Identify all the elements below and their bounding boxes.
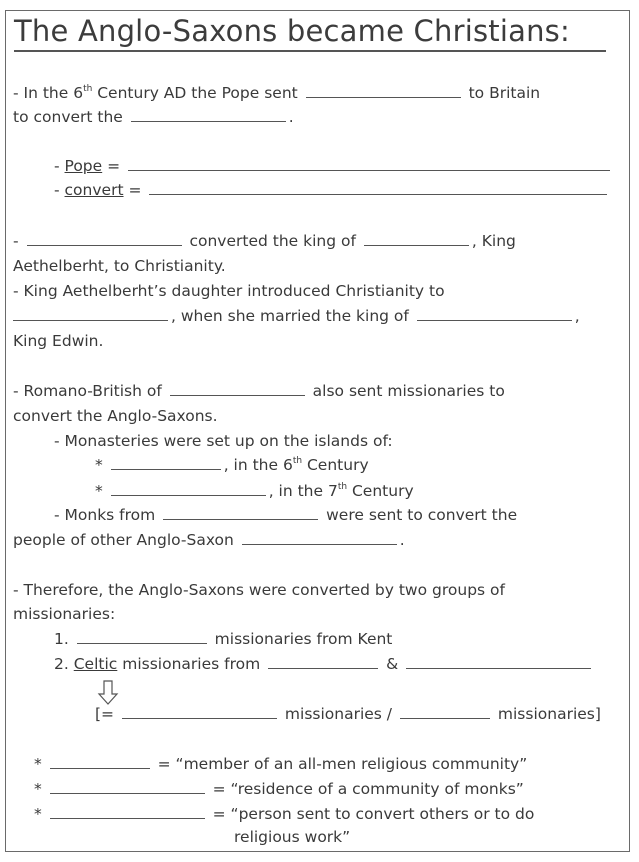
s4-line2: missionaries:: [13, 605, 116, 623]
definition-missionary-cont: religious work”: [234, 828, 351, 846]
text: Century: [302, 456, 369, 474]
text: .: [399, 531, 405, 549]
text: were sent to convert the: [326, 506, 518, 524]
text: = “residence of a community of monks”: [212, 780, 524, 798]
text: - Monks from: [54, 506, 156, 524]
blank-field[interactable]: [163, 505, 318, 520]
text: , in the 7: [268, 482, 338, 500]
text: to convert the: [13, 108, 123, 126]
blank-field[interactable]: [111, 455, 221, 470]
text: to Britain: [468, 84, 541, 102]
blank-field[interactable]: [417, 306, 572, 321]
s1-line1: [13, 83, 540, 103]
text: Century AD the Pope sent: [92, 84, 298, 102]
definition-monk: [34, 754, 527, 774]
text: .: [288, 108, 294, 126]
s3-line7: [13, 530, 405, 550]
s3-line2: convert the Anglo-Saxons.: [13, 407, 218, 425]
bullet: *: [95, 482, 103, 500]
text: , King: [471, 232, 516, 250]
s3-line5: [95, 481, 414, 501]
text: = “person sent to convert others or to do: [212, 805, 535, 823]
number: 2.: [54, 655, 69, 673]
text: -: [54, 157, 65, 175]
text: Century: [347, 482, 414, 500]
number: 1.: [54, 630, 69, 648]
blank-field[interactable]: [77, 629, 207, 644]
blank-field[interactable]: [27, 231, 182, 246]
s3-line6: [54, 505, 517, 525]
text: converted the king of: [189, 232, 356, 250]
text: -: [13, 232, 19, 250]
s2-line3: - King Aethelberht’s daughter introduced Christianity to: [13, 282, 445, 300]
text: [=: [95, 705, 115, 723]
text: people of other Anglo-Saxon: [13, 531, 234, 549]
blank-field[interactable]: [364, 231, 469, 246]
text: ,: [574, 307, 580, 325]
text: - In the 6: [13, 84, 84, 102]
bullet: *: [34, 805, 42, 823]
blank-field[interactable]: [242, 530, 397, 545]
definition-monastery: [34, 779, 524, 799]
s2-line2: Aethelberht, to Christianity.: [13, 257, 226, 275]
definition-missionary: [34, 804, 534, 824]
s2-line5: King Edwin.: [13, 332, 104, 350]
text: - Romano-British of: [13, 382, 162, 400]
text: =: [102, 157, 121, 175]
text: , in the 6: [223, 456, 293, 474]
text: missionaries from: [117, 655, 261, 673]
group-2: [54, 654, 594, 674]
pope-definition: [54, 156, 613, 176]
bullet: *: [95, 456, 103, 474]
blank-field[interactable]: [131, 107, 286, 122]
blank-field[interactable]: [111, 481, 266, 496]
term: convert: [64, 181, 124, 199]
down-arrow-icon: [97, 680, 119, 706]
blank-field[interactable]: [50, 754, 150, 769]
superscript: th: [292, 456, 303, 466]
text: &: [386, 655, 399, 673]
blank-field[interactable]: [128, 156, 610, 171]
blank-field[interactable]: [149, 180, 607, 195]
group-2-clarification: [95, 704, 601, 724]
blank-field[interactable]: [406, 654, 591, 669]
s3-line1: [13, 381, 505, 401]
s3-line4: [95, 455, 369, 475]
blank-field[interactable]: [170, 381, 305, 396]
page-title: The Anglo-Saxons became Christians:: [14, 14, 570, 48]
blank-field[interactable]: [268, 654, 378, 669]
bullet: *: [34, 780, 42, 798]
blank-field[interactable]: [13, 306, 168, 321]
superscript: th: [83, 84, 93, 94]
text: = “member of an all-men religious community”: [157, 755, 528, 773]
superscript: th: [337, 482, 348, 492]
term: Pope: [64, 157, 103, 175]
term: Celtic: [73, 655, 118, 673]
text: missionaries from Kent: [214, 630, 393, 648]
text: missionaries]: [497, 705, 601, 723]
title-underline: [14, 50, 606, 52]
s2-line4: [13, 306, 580, 326]
s2-line1: [13, 231, 516, 251]
blank-field[interactable]: [50, 804, 205, 819]
text: -: [54, 181, 65, 199]
text: , when she married the king of: [171, 307, 409, 325]
convert-definition: [54, 180, 610, 200]
text: =: [123, 181, 142, 199]
blank-field[interactable]: [50, 779, 205, 794]
text: also sent missionaries to: [312, 382, 505, 400]
bullet: *: [34, 755, 42, 773]
blank-field[interactable]: [122, 704, 277, 719]
group-1: [54, 629, 392, 649]
text: missionaries /: [284, 705, 393, 723]
blank-field[interactable]: [400, 704, 490, 719]
blank-field[interactable]: [306, 83, 461, 98]
s3-line3: - Monasteries were set up on the islands of:: [54, 432, 393, 450]
s1-line2: [13, 107, 294, 127]
s4-line1: - Therefore, the Anglo-Saxons were converted by two groups of: [13, 581, 505, 599]
